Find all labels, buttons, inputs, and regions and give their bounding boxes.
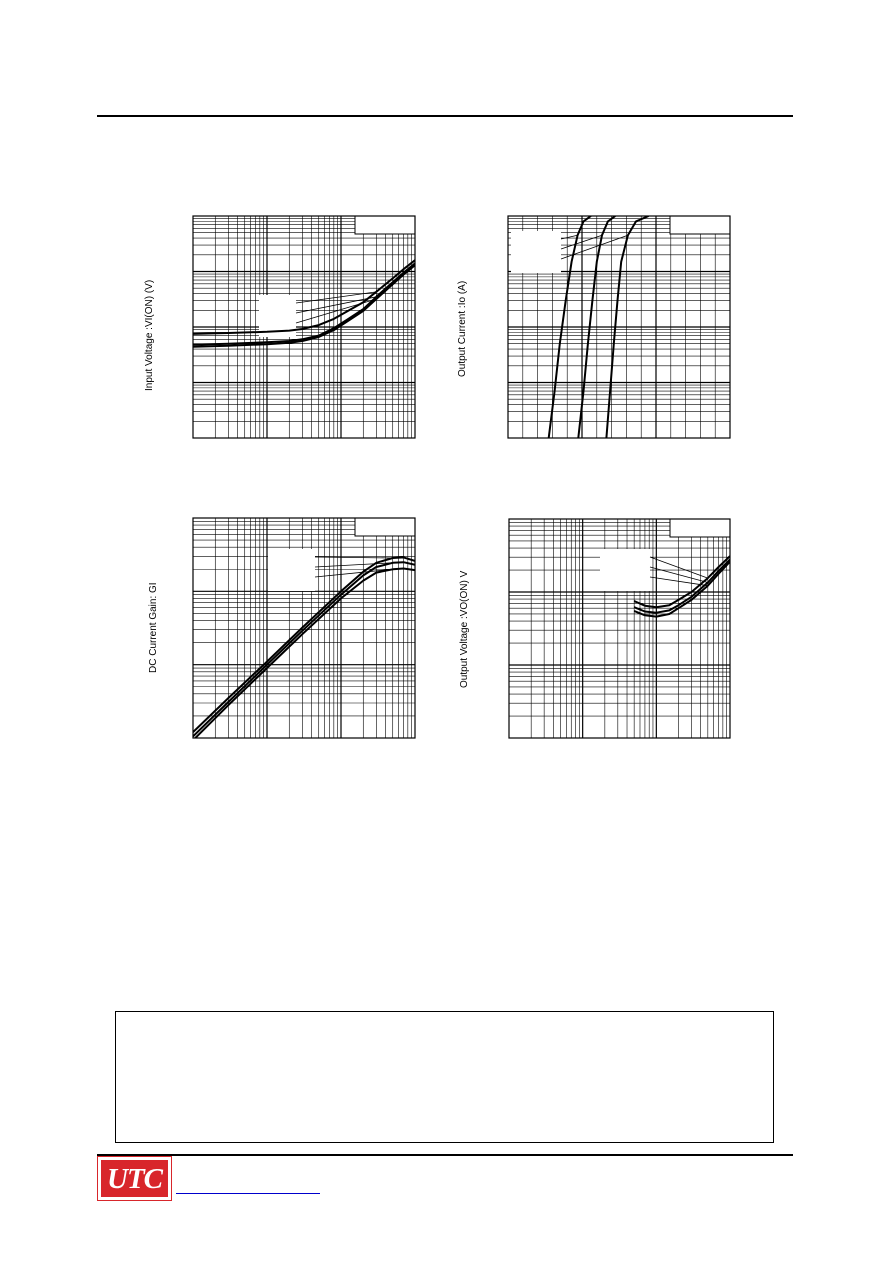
website-link-underline[interactable]	[176, 1193, 320, 1194]
footer-rule	[97, 1154, 793, 1156]
condition-box	[670, 519, 730, 537]
legend-box	[600, 549, 650, 591]
y-axis-label: Output Voltage :VO(ON) V	[459, 570, 470, 688]
y-axis-label: Input Voltage :VI(ON) (V)	[144, 279, 155, 391]
utc-logo-text: UTC	[107, 1163, 162, 1195]
leader-line	[650, 577, 708, 586]
y-axis-label: Output Current :Io (A)	[457, 280, 468, 377]
y-axis-label: DC Current Gain: GI	[148, 582, 159, 673]
utc-logo	[98, 1157, 171, 1200]
disclaimer-box	[115, 1011, 774, 1143]
